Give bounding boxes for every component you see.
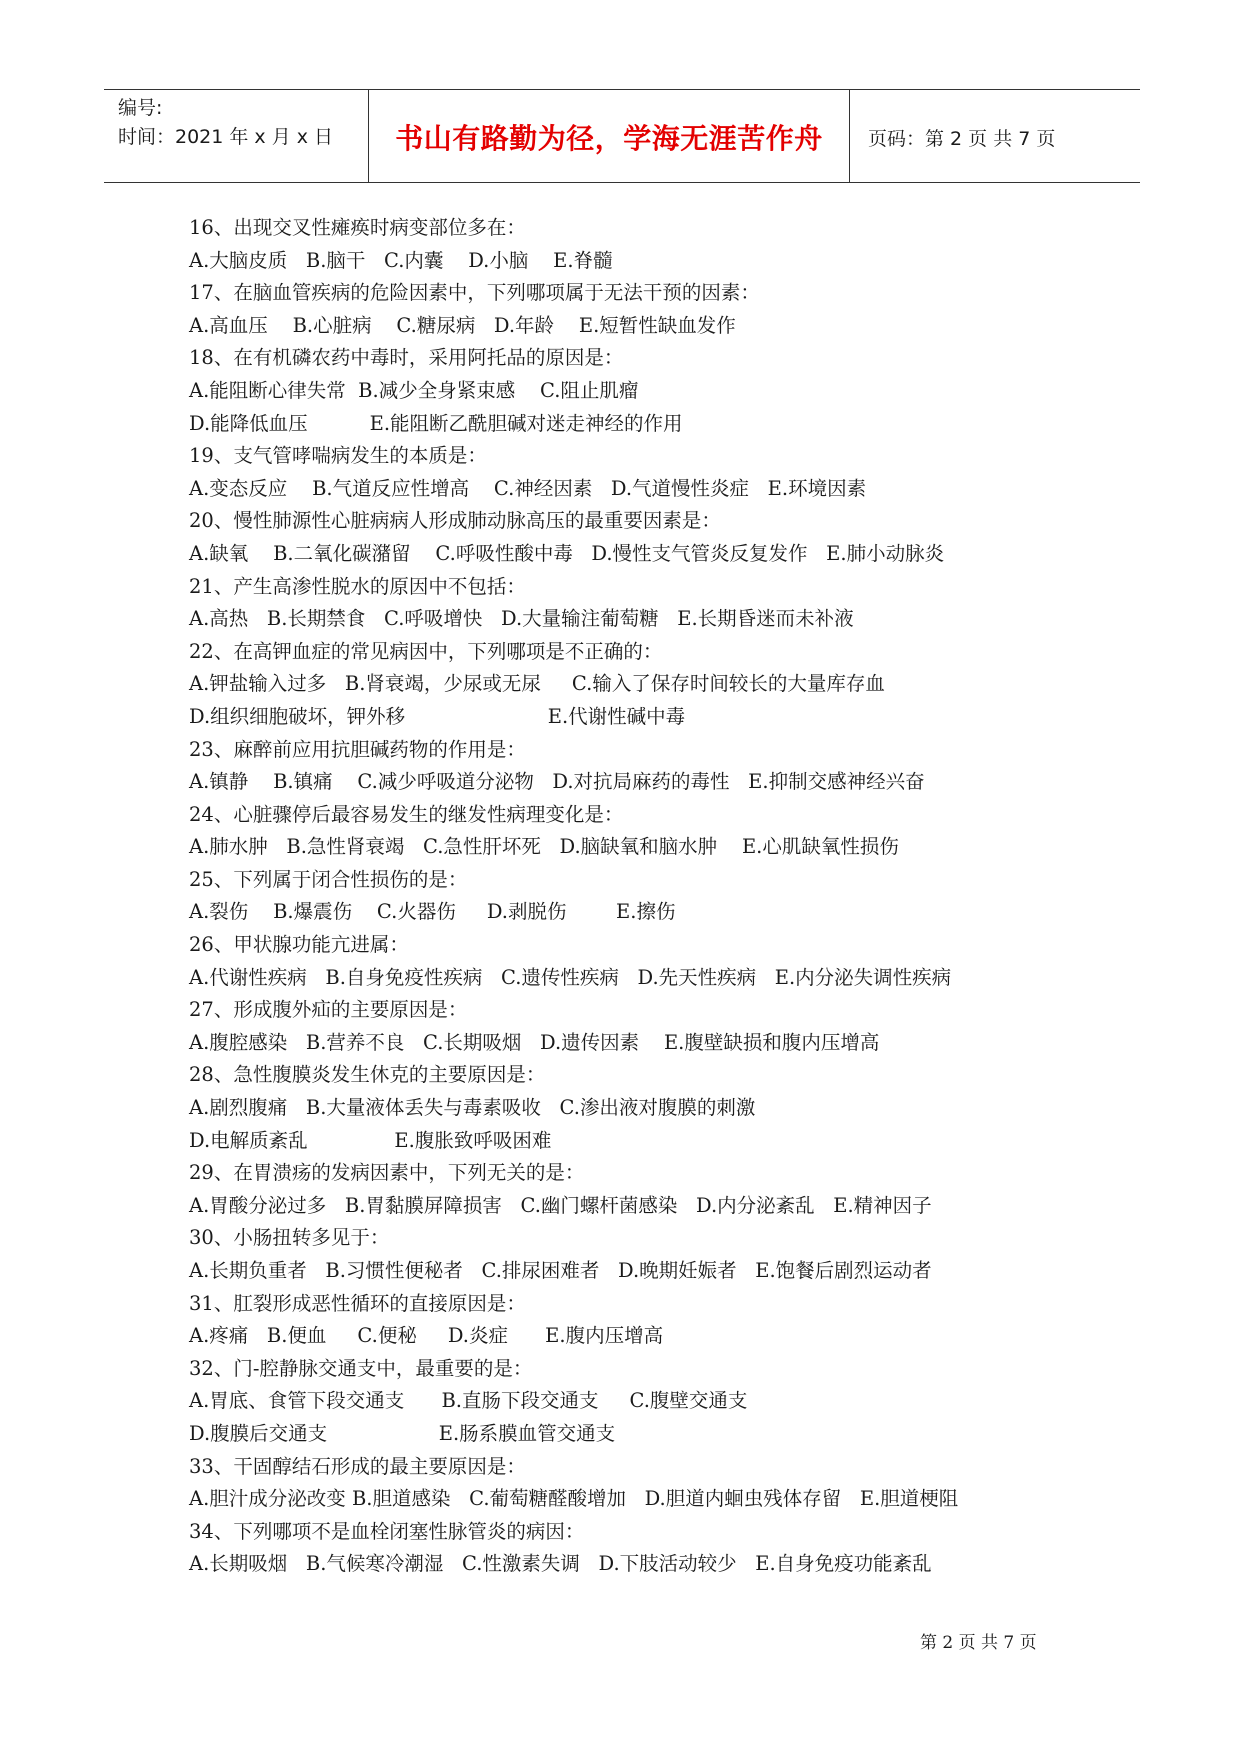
question-content — [189, 212, 1089, 1581]
time-label: 时间：2021 年 x 月 x 日 — [118, 126, 334, 148]
question-text: 30、小肠扭转多见于： — [189, 1226, 390, 1250]
answer-options: A.大脑皮质 B.脑干 C.内囊 D.小脑 E.脊髓 — [189, 248, 613, 272]
header-right-cell — [850, 90, 1140, 182]
answer-options: A.变态反应 B.气道反应性增高 C.神经因素 D.气道慢性炎症 E.环境因素 — [189, 476, 867, 500]
question-text: 21、产生高渗性脱水的原因中不包括： — [189, 574, 526, 598]
answer-options: A.镇静 B.镇痛 C.减少呼吸道分泌物 D.对抗局麻药的毒性 E.抑制交感神经兴奋 — [189, 770, 925, 794]
header-left-cell — [104, 90, 369, 182]
answer-options: A.能阻断心律失常 B.减少全身紧束感 C.阻止肌瘤 — [189, 378, 639, 402]
question-text: 33、干固醇结石形成的最主要原因是： — [189, 1454, 526, 1478]
answer-options: D.能降低血压 E.能阻断乙酰胆碱对迷走神经的作用 — [189, 411, 683, 435]
question-text: 22、在高钾血症的常见病因中，下列哪项是不正确的： — [189, 639, 663, 663]
question-text: 24、心脏骤停后最容易发生的继发性病理变化是： — [189, 802, 624, 826]
page-footer: 第 2 页 共 7 页 — [920, 1633, 1037, 1653]
answer-options: A.长期负重者 B.习惯性便秘者 C.排尿困难者 D.晚期妊娠者 E.饱餐后剧烈运动者 — [189, 1259, 932, 1282]
answer-options: A.胃酸分泌过多 B.胃黏膜屏障损害 C.幽门螺杆菌感染 D.内分泌紊乱 E.精神因子 — [189, 1193, 932, 1217]
question-text: 17、在脑血管疾病的危险因素中，下列哪项属于无法干预的因素： — [189, 281, 760, 305]
question-text: 32、门-腔静脉交通支中，最重要的是： — [189, 1356, 533, 1380]
answer-options: A.肺水肿 B.急性肾衰竭 C.急性肝坏死 D.脑缺氧和脑水肿 E.心肌缺氧性损伤 — [189, 835, 899, 859]
question-text: 18、在有机磷农药中毒时，采用阿托品的原因是： — [189, 346, 624, 370]
question-text: 29、在胃溃疡的发病因素中，下列无关的是： — [189, 1161, 585, 1185]
answer-options: A.钾盐输入过多 B.肾衰竭，少尿或无尿 C.输入了保存时间较长的大量库存血 — [189, 672, 885, 696]
answer-options: A.高热 B.长期禁食 C.呼吸增快 D.大量输注葡萄糖 E.长期昏迷而未补液 — [189, 607, 854, 631]
page-info: 页码：第 2 页 共 7 页 — [868, 128, 1056, 150]
answer-options: D.组织细胞破坏，钾外移 E.代谢性碱中毒 — [189, 704, 686, 728]
answer-options: A.腹腔感染 B.营养不良 C.长期吸烟 D.遗传因素 E.腹壁缺损和腹内压增高 — [189, 1030, 880, 1054]
question-text: 28、急性腹膜炎发生休克的主要原因是： — [189, 1063, 546, 1087]
question-text: 16、出现交叉性瘫痪时病变部位多在： — [189, 216, 526, 239]
answer-options: D.电解质紊乱 E.腹胀致呼吸困难 — [189, 1128, 552, 1152]
answer-options: A.高血压 B.心脏病 C.糖尿病 D.年龄 E.短暂性缺血发作 — [189, 313, 736, 337]
answer-options: A.胆汁成分泌改变 B.胆道感染 C.葡萄糖醛酸增加 D.胆道内蛔虫残体存留 E.胆道梗阻 — [189, 1487, 959, 1511]
question-text: 26、甲状腺功能亢进属： — [189, 933, 409, 957]
question-text: 19、支气管哮喘病发生的本质是： — [189, 444, 487, 468]
question-text: 27、形成腹外疝的主要原因是： — [189, 998, 468, 1022]
answer-options: A.代谢性疾病 B.自身免疫性疾病 C.遗传性疾病 D.先天性疾病 E.内分泌失调性疾病 — [189, 965, 952, 989]
answer-options: A.胃底、食管下段交通支 B.直肠下段交通支 C.腹壁交通支 — [189, 1389, 748, 1413]
question-text: 34、下列哪项不是血栓闭塞性脉管炎的病因： — [189, 1519, 585, 1543]
question-text: 25、下列属于闭合性损伤的是： — [189, 867, 468, 891]
motto: 书山有路勤为径，学海无涯苦作舟 — [395, 122, 823, 155]
answer-options: A.缺氧 B.二氧化碳潴留 C.呼吸性酸中毒 D.慢性支气管炎反复发作 E.肺小动脉炎 — [189, 541, 945, 565]
header-middle-cell — [369, 90, 850, 182]
question-text: 20、慢性肺源性心脏病病人形成肺动脉高压的最重要因素是： — [189, 509, 721, 533]
answer-options: A.剧烈腹痛 B.大量液体丢失与毒素吸收 C.渗出液对腹膜的刺激 — [189, 1096, 756, 1120]
answer-options: A.裂伤 B.爆震伤 C.火器伤 D.剥脱伤 E.擦伤 — [189, 900, 676, 924]
question-text: 31、肛裂形成恶性循环的直接原因是： — [189, 1291, 526, 1315]
number-label: 编号: — [118, 97, 163, 119]
question-text: 23、麻醉前应用抗胆碱药物的作用是： — [189, 737, 526, 761]
answer-options: A.长期吸烟 B.气候寒冷潮湿 C.性激素失调 D.下肢活动较少 E.自身免疫功能紊乱 — [189, 1552, 932, 1576]
answer-options: D.腹膜后交通支 E.肠系膜血管交通支 — [189, 1421, 616, 1445]
answer-options: A.疼痛 B.便血 C.便秘 D.炎症 E.腹内压增高 — [189, 1324, 664, 1348]
page-header — [104, 89, 1140, 183]
